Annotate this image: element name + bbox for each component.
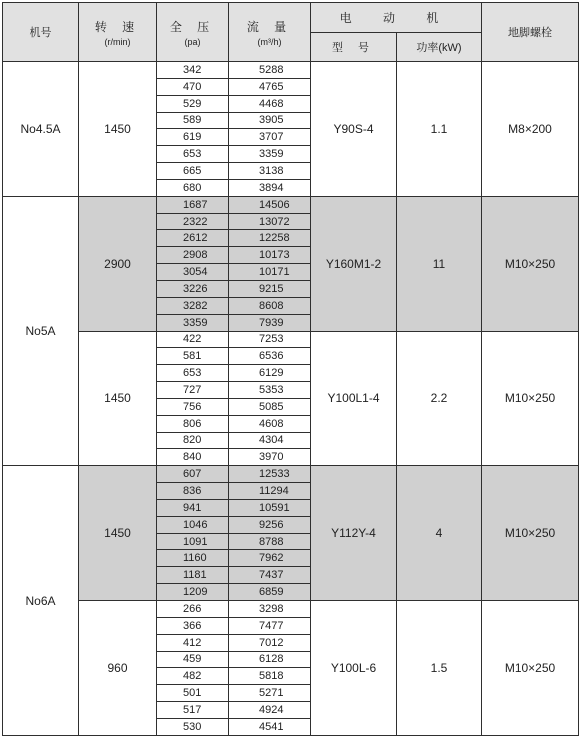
pressure-cell: 840 (157, 449, 229, 466)
pressure-cell: 806 (157, 415, 229, 432)
pressure-cell: 266 (157, 601, 229, 618)
model-cell: No4.5A (3, 62, 79, 197)
anchor-bolt-cell: M10×250 (482, 601, 579, 736)
flow-cell: 3894 (229, 179, 311, 196)
fan-spec-table-container (2, 2, 578, 735)
pressure-cell: 1160 (157, 550, 229, 567)
header-motor-label: 电 动 机 (339, 11, 453, 25)
flow-cell: 11294 (229, 483, 311, 500)
motor-power-cell: 2.2 (397, 331, 482, 466)
pressure-cell: 529 (157, 95, 229, 112)
flow-cell: 5085 (229, 398, 311, 415)
header-speed (79, 3, 157, 62)
pressure-cell: 422 (157, 331, 229, 348)
flow-cell: 6128 (229, 651, 311, 668)
pressure-cell: 470 (157, 78, 229, 95)
header-speed-unit: (r/min) (104, 36, 131, 47)
header-flow-unit: (m³/h) (257, 36, 282, 47)
pressure-cell: 3054 (157, 264, 229, 281)
flow-cell: 6859 (229, 584, 311, 601)
table-row (3, 62, 579, 79)
flow-cell: 9215 (229, 280, 311, 297)
flow-cell: 7962 (229, 550, 311, 567)
pressure-cell: 3359 (157, 314, 229, 331)
fan-spec-table (2, 2, 579, 736)
pressure-cell: 2322 (157, 213, 229, 230)
flow-cell: 12258 (229, 230, 311, 247)
speed-cell: 1450 (79, 62, 157, 197)
table-row (3, 466, 579, 483)
speed-cell: 1450 (79, 331, 157, 466)
pressure-cell: 619 (157, 129, 229, 146)
flow-cell: 8788 (229, 533, 311, 550)
pressure-cell: 517 (157, 702, 229, 719)
table-header (3, 3, 579, 62)
pressure-cell: 2908 (157, 247, 229, 264)
flow-cell: 14506 (229, 196, 311, 213)
flow-cell: 3298 (229, 601, 311, 618)
pressure-cell: 756 (157, 398, 229, 415)
flow-cell: 6536 (229, 348, 311, 365)
header-motor-type (311, 33, 397, 62)
flow-cell: 4468 (229, 95, 311, 112)
header-anchor-bolt (482, 3, 579, 62)
pressure-cell: 3282 (157, 297, 229, 314)
header-anchor-bolt-label: 地脚螺栓 (508, 27, 553, 39)
flow-cell: 4765 (229, 78, 311, 95)
speed-cell: 960 (79, 601, 157, 736)
flow-cell: 12533 (229, 466, 311, 483)
pressure-cell: 653 (157, 146, 229, 163)
pressure-cell: 1181 (157, 567, 229, 584)
model-cell: No6A (3, 466, 79, 736)
motor-power-cell: 11 (397, 196, 482, 331)
flow-cell: 5818 (229, 668, 311, 685)
pressure-cell: 607 (157, 466, 229, 483)
motor-type-cell: Y90S-4 (311, 62, 397, 197)
flow-cell: 5288 (229, 62, 311, 79)
pressure-cell: 665 (157, 163, 229, 180)
header-model-no-label: 机号 (29, 27, 52, 39)
header-motor-power-label: 功率(kW) (416, 42, 462, 54)
motor-type-cell: Y100L1-4 (311, 331, 397, 466)
table-body (3, 62, 579, 736)
flow-cell: 3905 (229, 112, 311, 129)
pressure-cell: 342 (157, 62, 229, 79)
flow-cell: 4304 (229, 432, 311, 449)
motor-power-cell: 1.5 (397, 601, 482, 736)
flow-cell: 7477 (229, 617, 311, 634)
pressure-cell: 2612 (157, 230, 229, 247)
motor-type-cell: Y160M1-2 (311, 196, 397, 331)
pressure-cell: 1046 (157, 516, 229, 533)
pressure-cell: 680 (157, 179, 229, 196)
pressure-cell: 412 (157, 634, 229, 651)
flow-cell: 4924 (229, 702, 311, 719)
pressure-cell: 589 (157, 112, 229, 129)
flow-cell: 9256 (229, 516, 311, 533)
speed-cell: 1450 (79, 466, 157, 601)
header-motor-type-label: 型 号 (331, 42, 376, 54)
pressure-cell: 727 (157, 382, 229, 399)
anchor-bolt-cell: M8×200 (482, 62, 579, 197)
table-row (3, 601, 579, 618)
model-cell: No5A (3, 196, 79, 466)
flow-cell: 10171 (229, 264, 311, 281)
flow-cell: 7253 (229, 331, 311, 348)
pressure-cell: 482 (157, 668, 229, 685)
header-pressure-unit: (pa) (184, 36, 201, 47)
flow-cell: 3707 (229, 129, 311, 146)
table-row (3, 196, 579, 213)
speed-cell: 2900 (79, 196, 157, 331)
flow-cell: 6129 (229, 365, 311, 382)
pressure-cell: 501 (157, 685, 229, 702)
motor-type-cell: Y100L-6 (311, 601, 397, 736)
header-pressure-label: 全 压 (169, 19, 216, 34)
pressure-cell: 530 (157, 718, 229, 735)
motor-power-cell: 1.1 (397, 62, 482, 197)
flow-cell: 10173 (229, 247, 311, 264)
table-row (3, 331, 579, 348)
pressure-cell: 581 (157, 348, 229, 365)
header-motor-power (397, 33, 482, 62)
flow-cell: 3359 (229, 146, 311, 163)
flow-cell: 3138 (229, 163, 311, 180)
anchor-bolt-cell: M10×250 (482, 331, 579, 466)
header-model-no (3, 3, 79, 62)
flow-cell: 8608 (229, 297, 311, 314)
pressure-cell: 653 (157, 365, 229, 382)
flow-cell: 7939 (229, 314, 311, 331)
pressure-cell: 1091 (157, 533, 229, 550)
flow-cell: 4541 (229, 718, 311, 735)
motor-type-cell: Y112Y-4 (311, 466, 397, 601)
pressure-cell: 459 (157, 651, 229, 668)
header-speed-label: 转 速 (94, 19, 141, 34)
pressure-cell: 820 (157, 432, 229, 449)
pressure-cell: 941 (157, 499, 229, 516)
flow-cell: 4608 (229, 415, 311, 432)
flow-cell: 7012 (229, 634, 311, 651)
flow-cell: 3970 (229, 449, 311, 466)
pressure-cell: 366 (157, 617, 229, 634)
header-flow-label: 流 量 (246, 19, 293, 34)
flow-cell: 13072 (229, 213, 311, 230)
header-pressure (157, 3, 229, 62)
anchor-bolt-cell: M10×250 (482, 466, 579, 601)
pressure-cell: 3226 (157, 280, 229, 297)
flow-cell: 5353 (229, 382, 311, 399)
anchor-bolt-cell: M10×250 (482, 196, 579, 331)
header-motor (311, 3, 482, 33)
pressure-cell: 1209 (157, 584, 229, 601)
pressure-cell: 1687 (157, 196, 229, 213)
pressure-cell: 836 (157, 483, 229, 500)
header-flow (229, 3, 311, 62)
flow-cell: 10591 (229, 499, 311, 516)
flow-cell: 5271 (229, 685, 311, 702)
flow-cell: 7437 (229, 567, 311, 584)
motor-power-cell: 4 (397, 466, 482, 601)
